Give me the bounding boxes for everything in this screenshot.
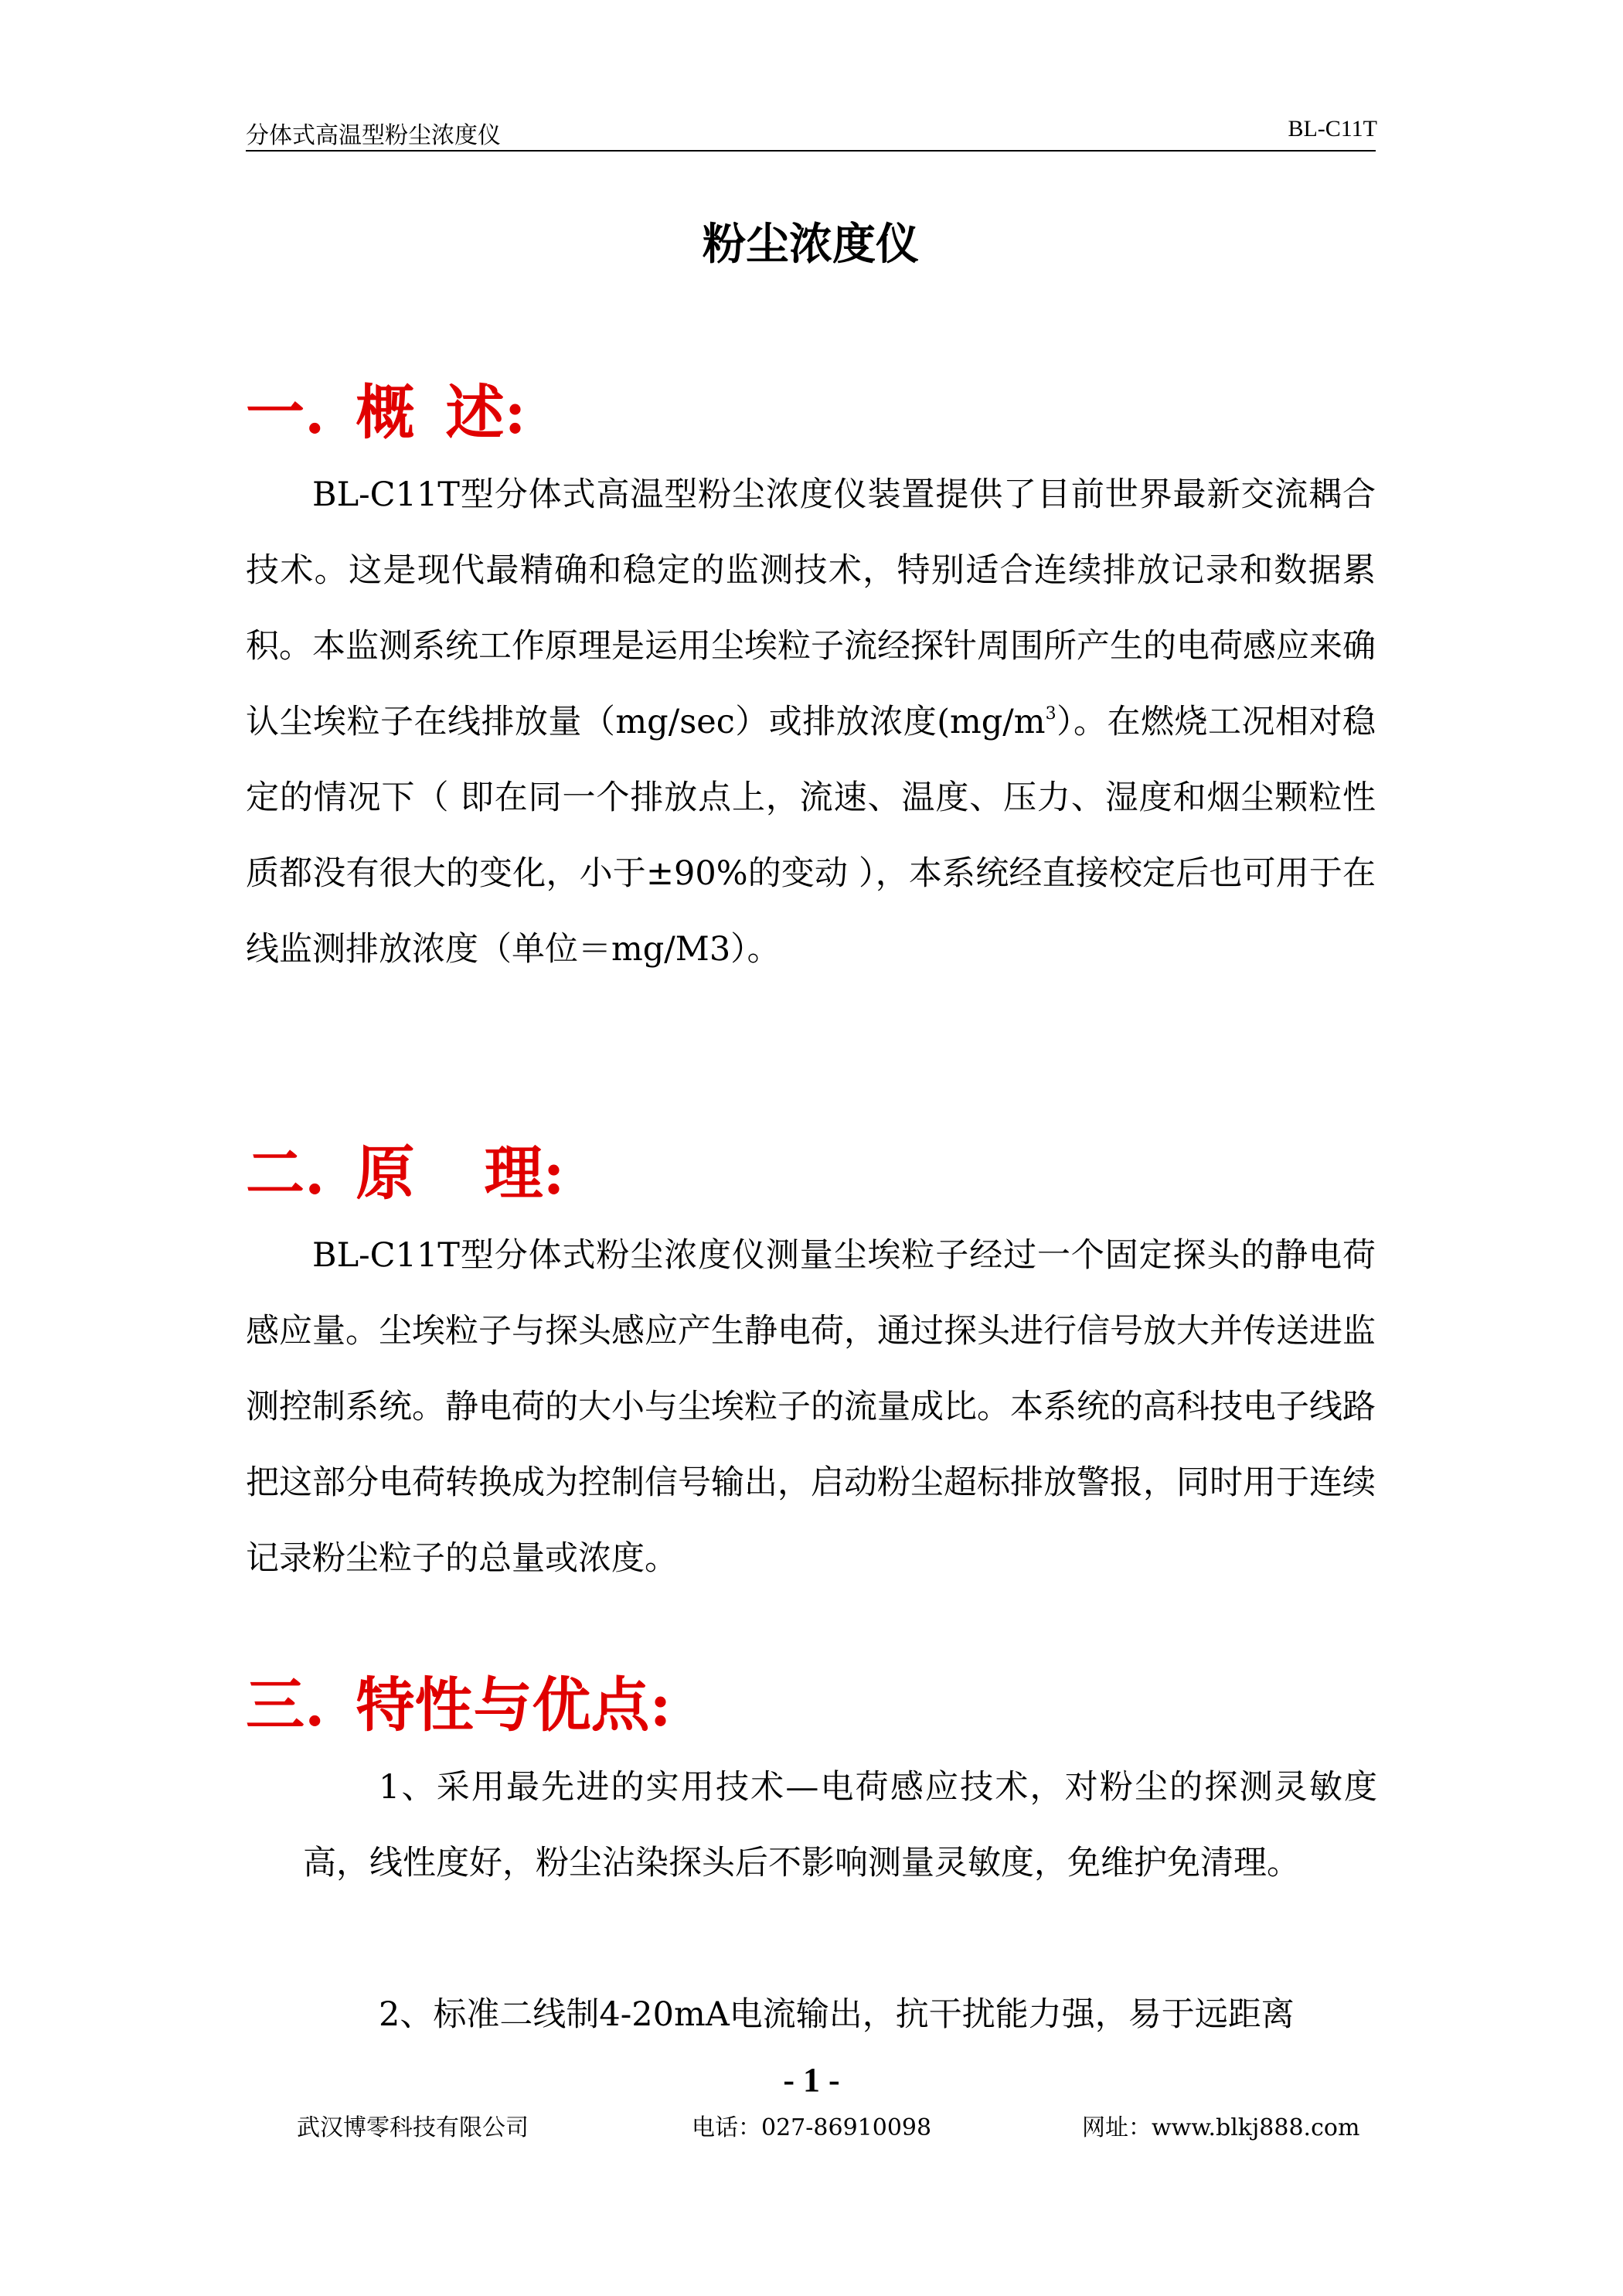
section-1-text-b: ）。在燃烧工况相对稳定的情况下（ 即在同一个排放点上，流速、温度、压力、湿度和烟尘颗粒性质都没有很大的变化，小于±90%的变动 ），本系统经直接校定后也可用于在线监测排放浓度（单位＝mg/M3）。 bbox=[246, 703, 1376, 969]
section-1-number: 一. bbox=[246, 378, 325, 447]
section-2-text: BL-C11T型分体式粉尘浓度仪测量尘埃粒子经过一个固定探头的静电荷感应量。尘埃粒子与探头感应产生静电荷，通过探头进行信号放大并传送进监测控制系统。静电荷的大小与尘埃粒子的流量成比。本系统的高科技电子线路把这部分电荷转换成为控制信号输出，启动粉尘超标排放警报，同时用于连续记录粉尘粒子的总量或浓度。 bbox=[246, 1236, 1376, 1578]
feature-item-1 bbox=[303, 1749, 1377, 1901]
page-title: 粉尘浓度仪 bbox=[703, 219, 919, 270]
footer-company: 武汉博零科技有限公司 bbox=[297, 2114, 529, 2141]
feature-item-2-text: 2、标准二线制4-20mA电流输出，抗干扰能力强，易于远距离 bbox=[379, 1995, 1295, 2034]
section-3-title: 特性与优点: bbox=[356, 1671, 672, 1739]
section-1-heading bbox=[246, 378, 526, 447]
section-1-title-a: 概 bbox=[356, 378, 415, 447]
superscript-3: 3 bbox=[1045, 704, 1056, 724]
section-2-title-b: 理: bbox=[484, 1139, 565, 1208]
feature-item-2 bbox=[303, 1977, 1377, 2052]
section-2-paragraph bbox=[246, 1218, 1376, 1596]
section-2-number: 二. bbox=[246, 1139, 325, 1208]
header-doc-title: 分体式高温型粉尘浓度仪 bbox=[246, 122, 501, 149]
section-3-heading bbox=[246, 1671, 672, 1739]
section-1-text-a: BL-C11T型分体式高温型粉尘浓度仪装置提供了目前世界最新交流耦合技术。这是现代最精确和稳定的监测技术，特别适合连续排放记录和数据累积。本监测系统工作原理是运用尘埃粒子流经探针周围所产生的电荷感应来确认尘埃粒子在线排放量（mg/sec）或排放浓度(mg/m bbox=[246, 475, 1376, 741]
feature-item-1-text: 1、采用最先进的实用技术—电荷感应技术，对粉尘的探测灵敏度高，线性度好，粉尘沾染探头后不影响测量灵敏度，免维护免清理。 bbox=[303, 1768, 1377, 1882]
header-model: BL-C11T bbox=[1288, 116, 1377, 141]
section-2-heading bbox=[246, 1139, 565, 1208]
section-1-title-b: 述: bbox=[445, 378, 526, 447]
section-2-title-a: 原 bbox=[356, 1139, 415, 1208]
footer-phone: 电话：027-86910098 bbox=[692, 2114, 932, 2141]
header-divider bbox=[246, 150, 1376, 152]
section-1-paragraph bbox=[246, 457, 1376, 987]
page-number: - 1 - bbox=[783, 2061, 840, 2099]
section-3-number: 三. bbox=[246, 1671, 325, 1739]
footer-website: 网址：www.blkj888.com bbox=[1082, 2114, 1360, 2141]
